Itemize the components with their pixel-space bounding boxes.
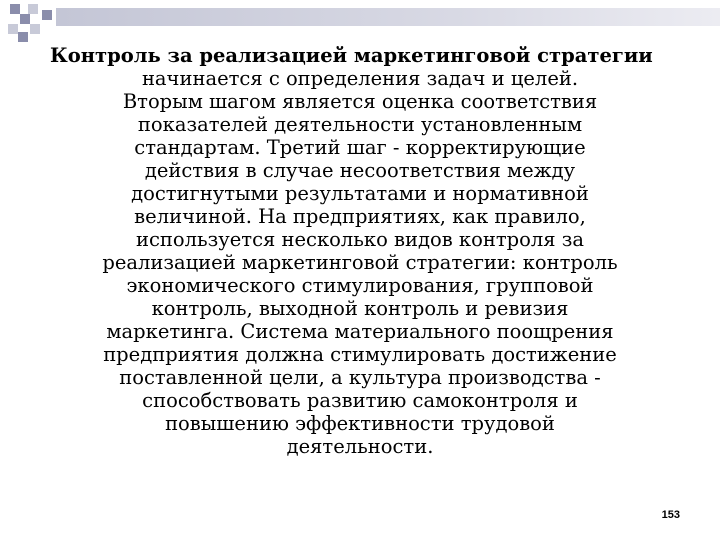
decoration-square [20, 14, 30, 24]
decoration-square [28, 4, 38, 14]
body-line: поставленной цели, а культура производства - [119, 366, 601, 389]
body-line: предприятия должна стимулировать достижение [103, 343, 617, 366]
body-line: используется несколько видов контроля за [135, 228, 584, 251]
body-line: начинается с определения задач и целей. [141, 67, 579, 90]
body-line: действия в случае несоответствия между [144, 159, 576, 182]
body-line: показателей деятельности установленным [137, 113, 583, 136]
body-line: контроль, выходной контроль и ревизия [151, 297, 569, 320]
slide-body-text [0, 44, 720, 464]
decoration-square [42, 10, 52, 20]
body-line: повышению эффективности трудовой [165, 412, 555, 435]
body-line: экономического стимулирования, групповой [126, 274, 594, 297]
decoration-square [18, 32, 28, 42]
body-line: деятельности. [286, 435, 434, 458]
body-line: способствовать развитию самоконтроля и [142, 389, 578, 412]
body-line: реализацией маркетинговой стратегии: контроль [102, 251, 618, 274]
decoration-square [8, 24, 18, 34]
decoration-square [10, 4, 20, 14]
decoration-square [30, 24, 40, 34]
body-line: маркетинга. Система материального поощрения [106, 320, 614, 343]
body-line: стандартам. Третий шаг - корректирующие [134, 136, 586, 159]
body-line: величиной. На предприятиях, как правило, [134, 205, 586, 228]
body-line: Вторым шагом является оценка соответствия [122, 90, 598, 113]
page-number: 153 [661, 509, 680, 521]
body-line: Контроль за реализацией маркетинговой стратегии [50, 44, 653, 67]
corner-decoration [0, 0, 60, 44]
body-line: достигнутыми результатами и нормативной [131, 182, 589, 205]
top-rule [56, 8, 720, 26]
